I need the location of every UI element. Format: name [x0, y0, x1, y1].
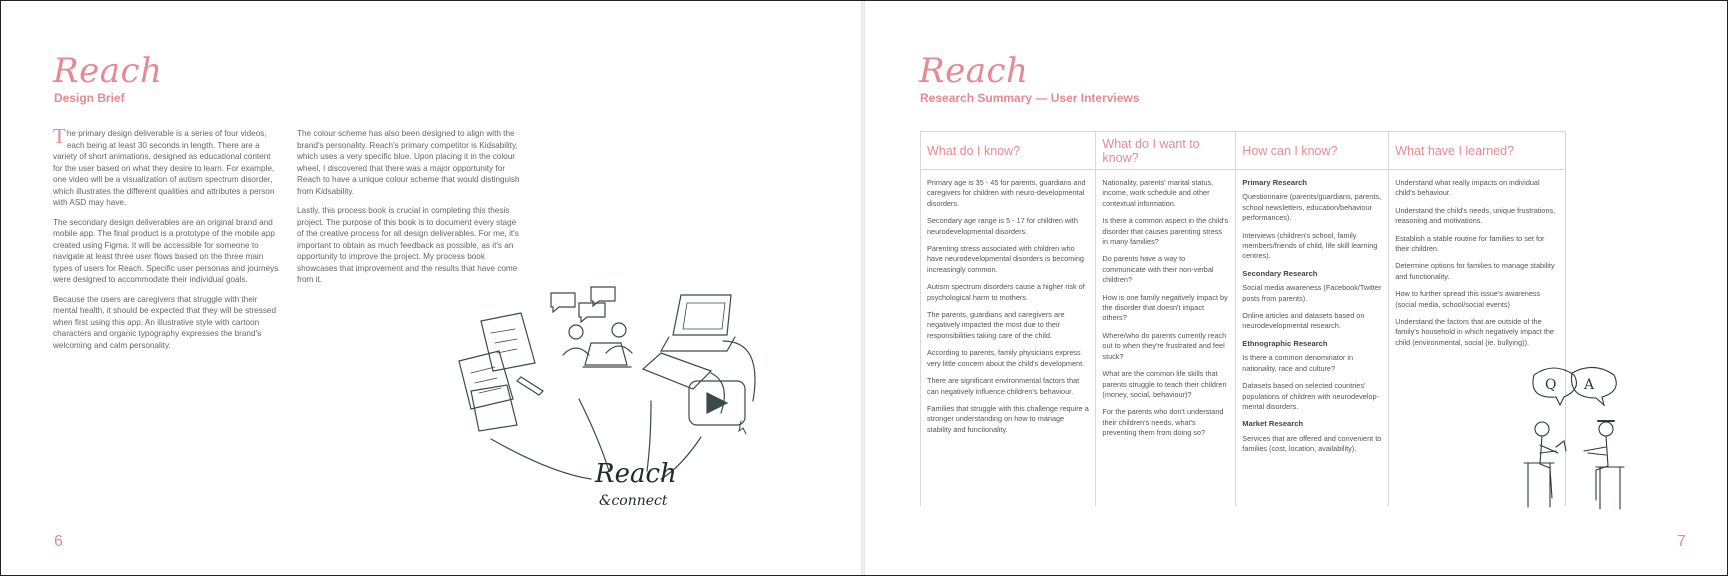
research-summary-table: [920, 131, 1566, 506]
research-heading: Market Research: [1242, 419, 1304, 429]
worksheet-icon: [481, 313, 535, 371]
right-page: [865, 1, 1727, 575]
brand-title: Reach: [53, 51, 163, 91]
table-cell-learned: Understand what really impacts on individual child's behaviour. Understand the child's needs, unique frustrations, reasoning and motivations. Establish a stable routine for families to set for their children. Determine options for families to manage stability and functionality. How to further spread this issue's awareness (social media, school/social events) Understand the factors that are outside of the family's household in which negatively impact the child (environmental, social (ie. bullying)).: [1389, 170, 1566, 507]
qa-interview-sketch: [1520, 367, 1630, 517]
drawing-tablet-icon: [643, 353, 711, 389]
brand-title: Reach: [919, 51, 1029, 91]
chat-bubble-icon: [551, 293, 575, 312]
research-heading: Primary Research: [1242, 178, 1307, 187]
page-subtitle: Design Brief: [54, 91, 125, 105]
table-row: [921, 170, 1566, 507]
worksheet-icon: [459, 351, 513, 409]
sketch-connect-label: &connect: [599, 493, 668, 509]
page-number: 6: [54, 533, 63, 550]
text-column-1: [53, 124, 281, 359]
research-heading: Secondary Research: [1242, 268, 1318, 278]
q-label: Q: [1545, 377, 1557, 393]
table-header-row: [921, 132, 1566, 170]
paragraph: Because the users are caregivers that struggle with their mental health, it should be expected that they will be stressed when first using this app. An illustrative style with cartoon characters and organic typography expresses the brand's welcoming and calm personality.: [53, 294, 277, 350]
table-header: What have I learned?: [1389, 132, 1566, 170]
research-heading: Ethnographic Research: [1242, 338, 1328, 348]
chat-bubble-icon: [579, 303, 605, 322]
sketch-reach-label: Reach: [595, 459, 677, 489]
paragraph: Lastly, this process book is crucial in completing this thesis project. The purpose of this book is to document every stage of the creative process for all design deliverables. For me, it's important to obtain as much feedback as possible, as it's an opportunity to improve the project. My process book showcases that improvement and the results that have come from it.: [297, 206, 519, 284]
table-header: What do I want to know?: [1096, 132, 1236, 170]
page-number: 7: [1677, 533, 1686, 550]
table-cell-know: Primary age is 35 - 45 for parents, guardians and caregivers for children with neuro-developmental disorders. Secondary age range is 5 - 17 for children with neurodevelopmental disorders. Parenting stress associated with children who have neurodevelopmental disorders is becoming increasingly common. Autism spectrum disorders cause a higher risk of psychological harm to mothers. The parents, guardians and caregivers are negatively impacted the most due to their responsibilities taking care of the child. According to parents, family physicians express very little concern about the child's development. There are significant environmental factors that can negatively influence children's behaviour. Families that struggle with this challenge require a stronger understanding on how to manage stability and functionality.: [921, 170, 1096, 507]
table-cell-how-can-i-know: Primary Research Questionnaire (parents/guardians, parents, school newsletters, education/behaviour performances). Interviews (children's school, family members/friends of child, life skill learning centres). Secondary Research Social media awareness (Facebook/Twitter posts from parents). Online articles and datasets based on neurodevelopmental research. Ethnographic Research Is there a common denominator in nationality, race and culture? Datasets based on selected countries' populations of children with neurodevelop-mental disorders. Market Research Services that are offered and convenient to families (cost, location, availability).: [1236, 170, 1389, 507]
paragraph: The colour scheme has also been designed to align with the brand's personality. Reach's primary competitor is Kidsability, which uses a very specific blue. Upon placing it in the colour wheel, I discovered that there was a major opportunity for Reach to have a unique colour scheme that would distinguish from Kidsability.: [297, 129, 520, 196]
table-cell-want-to-know: Nationality, parents' marital status, income, work schedule and other contextual information. Is there a common aspect in the child's disorder that causes parenting stress in many families? Do parents have a way to communicate with their non-verbal children? How is one family negatively impact by the disorder that doesn't impact others? Where/who do parents currently reach out to when they're frustrated and feel stuck? What are the common life skills that parents struggle to teach their children (money, social, behaviour)? For the parents who don't understand their children's needs, what's preventing them from doing so?: [1096, 170, 1236, 507]
reach-connect-sketch: [451, 281, 811, 521]
page-subtitle: Research Summary — User Interviews: [920, 91, 1140, 105]
text-column-2: [297, 128, 525, 294]
pencil-icon: [517, 377, 543, 395]
table-header: How can I know?: [1236, 132, 1389, 170]
drop-cap: T: [53, 124, 66, 148]
paragraph: The secondary design deliverables are an original brand and mobile app. The final product is a prototype of the mobile app created using Figma. It will be accessible for someone to navigate at least three user flows based on the three main types of users for Reach. Specific user personas and journeys were designed to accommodate their individual goals.: [53, 217, 279, 284]
a-label: A: [1584, 377, 1595, 393]
table-header: What do I know?: [921, 132, 1096, 170]
left-page: [1, 1, 861, 575]
paragraph: The primary design deliverable is a series of four videos, each being at least 30 seconds in length. There are a variety of short animations, designed as educational content for the user based on what they desire to learn. For example, one video will be a visualization of autism spectrum disorder, which illustrates the different qualities and attributes a person with ASD may have.: [53, 124, 275, 207]
